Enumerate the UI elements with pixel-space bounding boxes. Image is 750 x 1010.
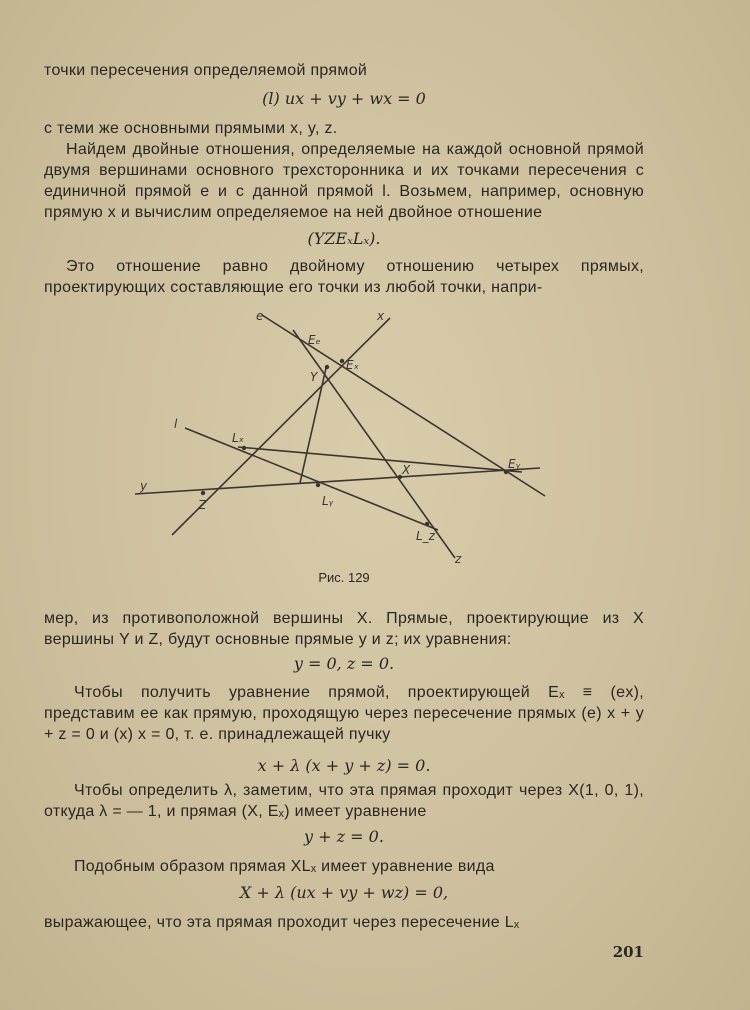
paragraph-9: выражающее, что эта прямая проходит через пересечение Lₓ [44, 914, 520, 931]
label-Y: Y [310, 370, 318, 384]
paragraph-4: Это отношение равно двойному отношению четырех прямых, проектирующих составляющие его точки из любой точки, напри- [44, 258, 644, 296]
label-z: z [455, 552, 462, 566]
label-x: x [377, 309, 385, 323]
label-l: l [174, 417, 178, 431]
label-Ee: Eₑ [308, 333, 321, 347]
line-z [293, 330, 455, 558]
figure-caption: Рис. 129 [318, 570, 370, 585]
equation-pencil: x + λ (x + y + z) = 0. [257, 756, 431, 775]
equation-yz: y = 0, z = 0. [293, 654, 395, 673]
paragraph-3: Найдем двойные отношения, определяемые на каждой основной прямой двумя вершинами основного трехсторонника и их точками пересечения с единичной прямой e и с данной прямой l. Возьмем, например, основную прямую x и вычислим определяемое на ней двойное отношение [44, 141, 644, 221]
equation-y-plus-z: y + z = 0. [304, 827, 384, 846]
equation-XLx: X + λ (ux + vy + wz) = 0, [239, 883, 449, 902]
label-y: y [140, 479, 148, 493]
paragraph-2: с теми же основными прямыми x, y, z. [44, 120, 338, 137]
paragraph-5: мер, из противоположной вершины X. Прямые, проектирующие из X вершины Y и Z, будут основные прямые y и z; их уравнения: [44, 610, 644, 648]
label-Z: Z [198, 498, 207, 512]
line-ly-ex [238, 447, 522, 472]
paragraph-1: точки пересечения определяемой прямой [44, 62, 368, 79]
label-e: e [256, 309, 264, 323]
label-Lx: Lₓ [232, 431, 245, 445]
paragraph-6: Чтобы получить уравнение прямой, проектирующей Eₓ ≡ (ex), представим ее как прямую, проходящую через пересечение прямых (e) x + y + z = 0 и (x) x = 0, т. е. принадлежащей пучку [44, 684, 644, 743]
equation-l: (l) ux + vy + wx = 0 [262, 89, 426, 108]
paragraph-8: Подобным образом прямая XLₓ имеет уравнение вида [74, 858, 495, 875]
page-number: 201 [612, 943, 644, 961]
label-Ey: Eᵧ [508, 457, 521, 471]
paragraph-7: Чтобы определить λ, заметим, что эта прямая проходит через X(1, 0, 1), откуда λ = — 1, и прямая (X, Eₓ) имеет уравнение [44, 782, 644, 820]
label-Ly: Lᵧ [322, 494, 334, 508]
label-Lz: L_z [416, 529, 435, 543]
label-X: X [402, 463, 411, 477]
label-Ex: Eₓ [346, 358, 359, 372]
equation-cross-ratio: (YZEₓLₓ). [307, 229, 381, 248]
line-ex-ly [300, 368, 326, 483]
